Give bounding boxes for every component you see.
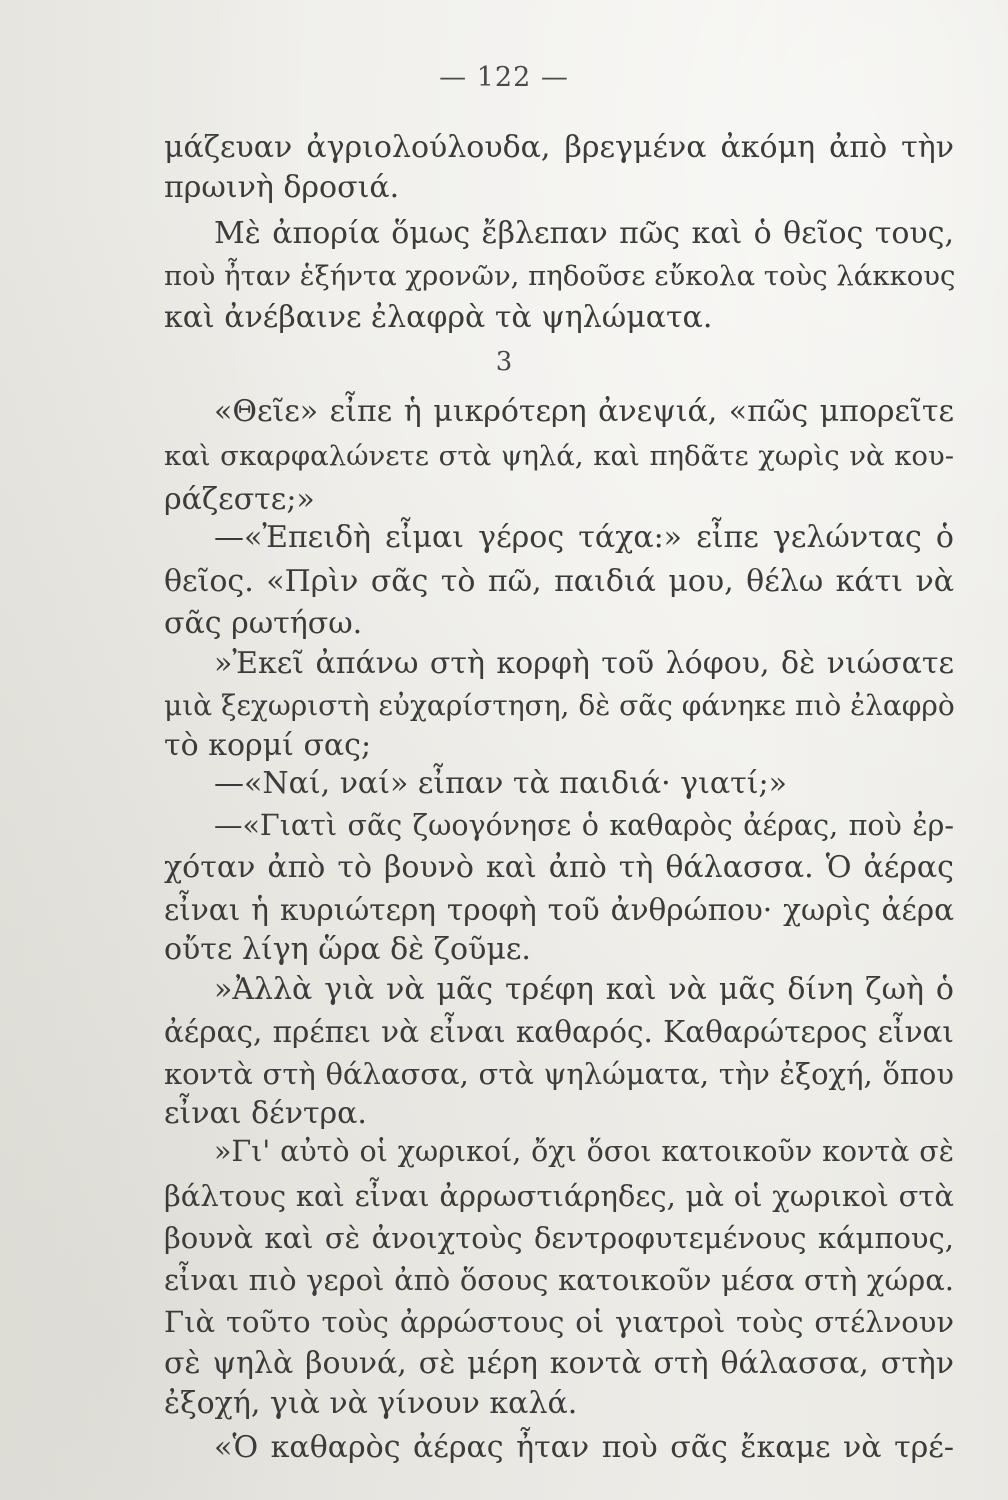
text-line: εἶναι ἡ κυριώτερη τροφὴ τοῦ ἀνθρώπου· χωρὶς ἀέρα bbox=[164, 893, 954, 927]
text-line: θεῖος. «Πρὶν σᾶς τὸ πῶ, παιδιά μου, θέλω κάτι νὰ bbox=[164, 564, 954, 599]
text-line: —«Γιατὶ σᾶς ζωογόνησε ὁ καθαρὸς ἀέρας, ποὺ ἐρ- bbox=[214, 809, 954, 842]
text-line: ποὺ ἦταν ἑξήντα χρονῶν, πηδοῦσε εὔκολα τοὺς λάκκους bbox=[164, 260, 956, 292]
text-line: βουνὰ καὶ σὲ ἀνοιχτοὺς δεντροφυτεμένους κάμπους, bbox=[164, 1221, 954, 1255]
section-number: 3 bbox=[495, 347, 513, 377]
text-line: »Γι' αὐτὸ οἱ χωρικοί, ὄχι ὅσοι κατοικοῦν κοντὰ σὲ bbox=[214, 1135, 954, 1168]
text-line: καὶ σκαρφαλώνετε στὰ ψηλά, καὶ πηδᾶτε χωρὶς νὰ κου- bbox=[164, 440, 954, 472]
text-line: «Θεῖε» εἶπε ἡ μικρότερη ἀνεψιά, «πῶς μπορεῖτε bbox=[214, 394, 954, 429]
text-line: ράζεστε;» bbox=[164, 482, 315, 517]
text-line: ἐξοχή, γιὰ νὰ γίνουν καλά. bbox=[164, 1386, 578, 1421]
text-line: «Ὁ καθαρὸς ἀέρας ἦταν ποὺ σᾶς ἔκαμε νὰ τρέ- bbox=[214, 1430, 954, 1465]
text-line: εἶναι πιὸ γεροὶ ἀπὸ ὅσους κατοικοῦν μέσα στὴ χώρα. bbox=[164, 1263, 954, 1297]
text-line: μάζευαν ἀγριολούλουδα, βρεγμένα ἀκόμη ἀπὸ τὴν bbox=[164, 130, 954, 165]
text-line: »Ἀλλὰ γιὰ νὰ μᾶς τρέφη καὶ νὰ μᾶς δίνη ζωὴ ὁ bbox=[214, 972, 954, 1007]
text-line: τὸ κορμί σας; bbox=[164, 728, 372, 763]
text-line: —«Ναί, ναί» εἶπαν τὰ παιδιά· γιατί;» bbox=[214, 766, 787, 801]
text-line: χόταν ἀπὸ τὸ βουνὸ καὶ ἀπὸ τὴ θάλασσα. Ὁ ἀέρας bbox=[164, 850, 954, 885]
page-number: — 122 — bbox=[439, 62, 569, 93]
text-line: μιὰ ξεχωριστὴ εὐχαρίστηση, δὲ σᾶς φάνηκε πιὸ ἐλαφρὸ bbox=[164, 689, 955, 722]
text-line: Μὲ ἀπορία ὅμως ἔβλεπαν πῶς καὶ ὁ θεῖος τους, bbox=[214, 216, 954, 251]
text-line: κοντὰ στὴ θάλασσα, στὰ ψηλώματα, τὴν ἐξοχή, ὅπου bbox=[164, 1057, 954, 1091]
text-line: »Ἐκεῖ ἀπάνω στὴ κορφὴ τοῦ λόφου, δὲ νιώσατε bbox=[214, 646, 954, 681]
text-line: καὶ ἀνέβαινε ἐλαφρὰ τὰ ψηλώματα. bbox=[164, 300, 713, 335]
text-line: Γιὰ τοῦτο τοὺς ἀρρώστους οἱ γιατροὶ τοὺς στέλνουν bbox=[164, 1305, 954, 1339]
text-line: βάλτους καὶ εἶναι ἀρρωστιάρηδες, μὰ οἱ χωρικοὶ στὰ bbox=[164, 1179, 954, 1213]
text-line: ἀέρας, πρέπει νὰ εἶναι καθαρός. Καθαρώτερος εἶναι bbox=[164, 1015, 954, 1049]
text-line: οὔτε λίγη ὥρα δὲ ζοῦμε. bbox=[164, 932, 531, 967]
text-line: εἶναι δέντρα. bbox=[164, 1096, 367, 1131]
text-line: σᾶς ρωτήσω. bbox=[164, 606, 363, 641]
text-line: —«Ἐπειδὴ εἶμαι γέρος τάχα:» εἶπε γελώντας ὁ bbox=[214, 520, 954, 555]
text-line: σὲ ψηλὰ βουνά, σὲ μέρη κοντὰ στὴ θάλασσα, στὴν bbox=[164, 1346, 954, 1381]
text-line: πρωινὴ δροσιά. bbox=[164, 170, 400, 205]
